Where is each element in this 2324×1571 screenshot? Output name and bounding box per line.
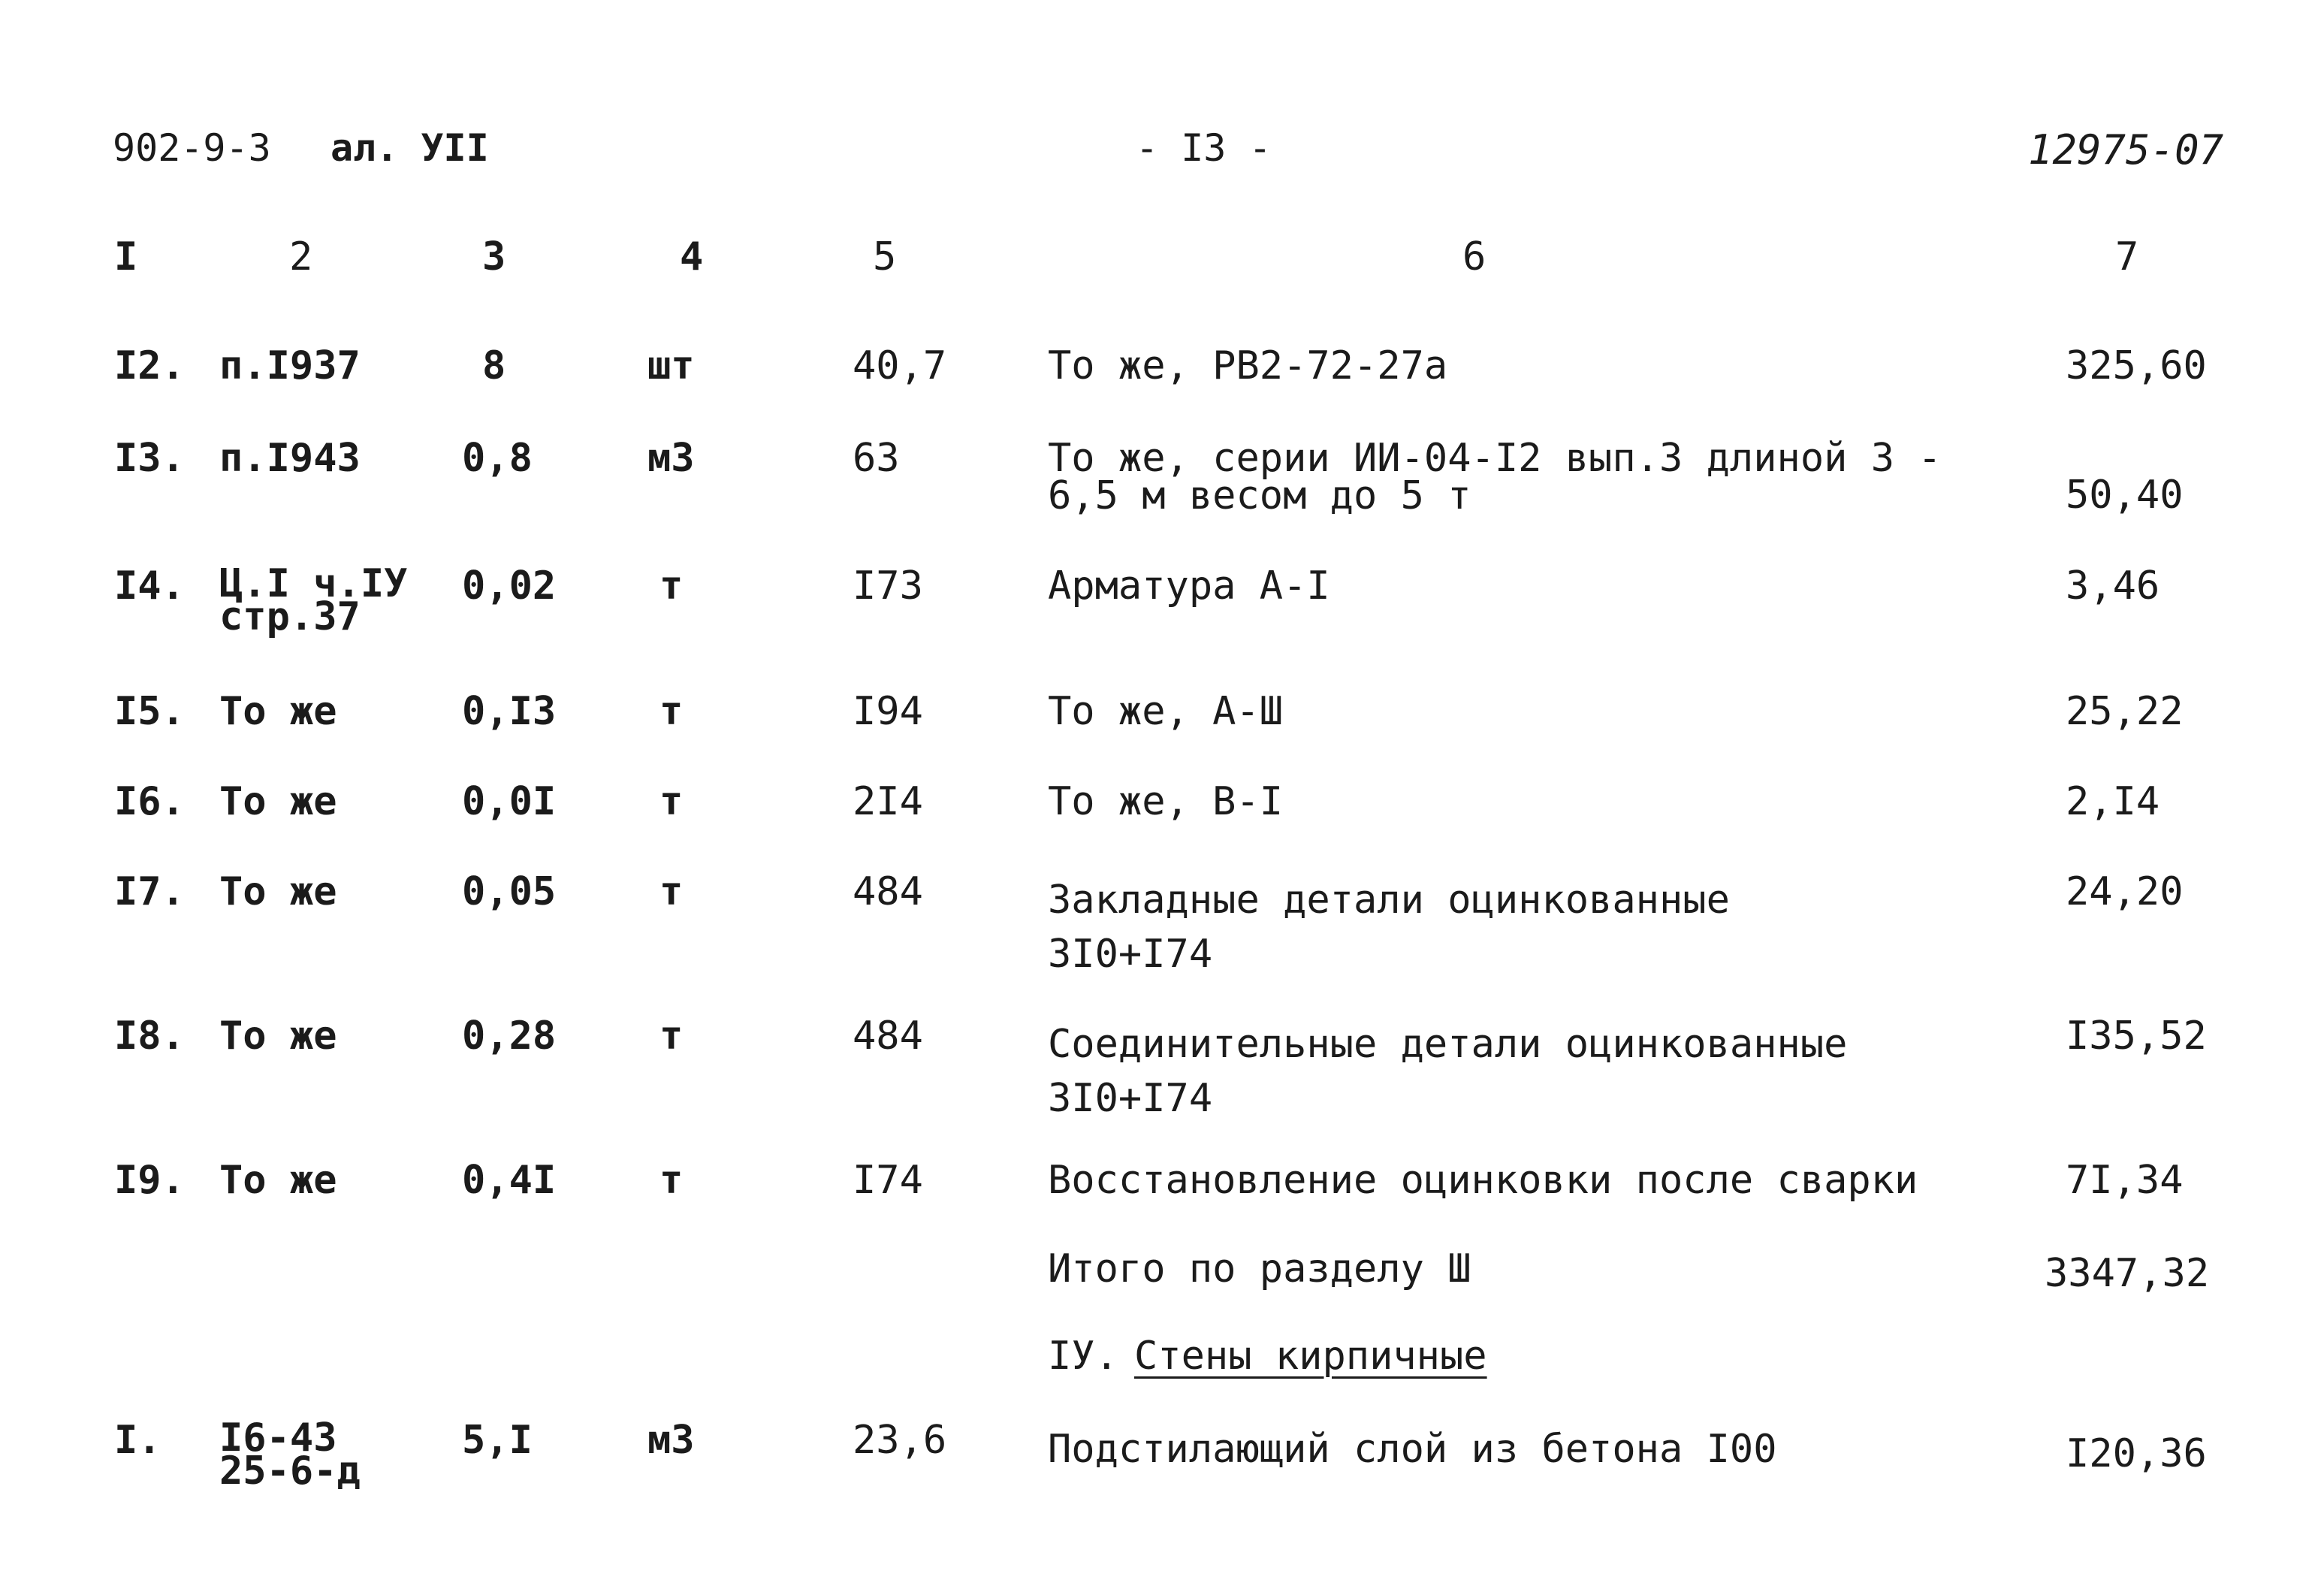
row-unit: т	[659, 1158, 684, 1203]
row-unit: т	[659, 1014, 684, 1059]
row-quantity: 0,I3	[462, 689, 557, 734]
column-number: 7	[2115, 234, 2139, 279]
document-code: 902-9-3	[113, 126, 271, 170]
row-total: 7I,34	[2066, 1158, 2184, 1203]
column-number: I	[114, 234, 138, 279]
row-total: 2,I4	[2066, 779, 2160, 824]
row-description: То же, серии ИИ-04-I2 вып.3 длиной 3 - 6,5 м весом до 5 т	[1048, 436, 1942, 518]
row-quantity: 0,8	[462, 436, 533, 481]
row-description: То же, РВ2-72-27а	[1048, 343, 1448, 388]
row-reference: То же	[219, 1158, 337, 1203]
row-quantity: 0,4I	[462, 1158, 557, 1203]
row-unit-price: 484	[853, 1014, 923, 1059]
column-number: 6	[1462, 234, 1486, 279]
row-number: I.	[114, 1418, 161, 1463]
row-unit: т	[659, 689, 684, 734]
row-number: I6.	[114, 779, 185, 824]
section-title: Стены кирпичные	[1134, 1334, 1487, 1379]
row-number: I2.	[114, 343, 185, 388]
row-total: 50,40	[2066, 473, 2184, 518]
row-unit-price: 23,6	[853, 1418, 947, 1463]
page-number: - I3 -	[1136, 126, 1272, 170]
column-number: 5	[873, 234, 897, 279]
row-description: Восстановление оцинковки после сварки	[1048, 1158, 1918, 1203]
row-number: I7.	[114, 869, 185, 914]
row-total: 25,22	[2066, 689, 2184, 734]
row-unit-price: I73	[853, 563, 923, 609]
row-unit: т	[659, 563, 684, 609]
row-number: I9.	[114, 1158, 185, 1203]
row-quantity: 0,0I	[462, 779, 557, 824]
row-quantity: 0,02	[462, 563, 557, 609]
row-number: I4.	[114, 563, 185, 609]
row-description: То же, А-Ш	[1048, 689, 1284, 734]
row-reference: То же	[219, 779, 337, 824]
row-unit: м3	[647, 1418, 695, 1463]
row-unit: т	[659, 869, 684, 914]
row-reference: п.I943	[219, 436, 361, 481]
row-reference: п.I937	[219, 343, 361, 388]
row-quantity: 0,05	[462, 869, 557, 914]
row-reference: То же	[219, 689, 337, 734]
row-description: Закладные детали оцинкованные 3I0+I74	[1048, 878, 1730, 977]
row-unit-price: 2I4	[853, 779, 923, 824]
row-quantity: 5,I	[462, 1418, 533, 1463]
row-total: I20,36	[2066, 1431, 2207, 1476]
album-number: ал. УII	[330, 126, 489, 170]
column-number: 2	[289, 234, 313, 279]
row-number: I8.	[114, 1014, 185, 1059]
row-reference: То же	[219, 869, 337, 914]
row-unit-price: I74	[853, 1158, 923, 1203]
row-description: Подстилающий слой из бетона I00	[1048, 1427, 1777, 1472]
row-unit: т	[659, 779, 684, 824]
row-description: Соединительные детали оцинкованные 3I0+I74	[1048, 1022, 1848, 1121]
column-number: 4	[680, 234, 704, 279]
row-number: I3.	[114, 436, 185, 481]
row-unit-price: I94	[853, 689, 923, 734]
row-quantity: 8	[482, 343, 506, 388]
row-unit-price: 63	[853, 436, 900, 481]
row-total: 325,60	[2066, 343, 2207, 388]
row-description: Арматура А-I	[1048, 563, 1330, 609]
column-number: 3	[482, 234, 506, 279]
row-reference: То же	[219, 1014, 337, 1059]
row-unit-price: 484	[853, 869, 923, 914]
row-total: I35,52	[2066, 1014, 2207, 1059]
row-unit: м3	[647, 436, 695, 481]
row-description: То же, В-I	[1048, 779, 1284, 824]
section-number: IУ.	[1048, 1334, 1118, 1379]
doc-number-stamp: 12975-07	[2028, 126, 2224, 174]
row-unit-price: 40,7	[853, 343, 947, 388]
section-total-value: 3347,32	[2045, 1251, 2210, 1296]
row-unit: шт	[647, 343, 695, 388]
row-reference: Ц.I ч.IУ стр.37	[219, 561, 408, 639]
row-total: 24,20	[2066, 869, 2184, 914]
row-quantity: 0,28	[462, 1014, 557, 1059]
row-reference: I6-43 25-6-д	[219, 1415, 361, 1494]
row-number: I5.	[114, 689, 185, 734]
row-total: 3,46	[2066, 563, 2160, 609]
section-total-label: Итого по разделу Ш	[1048, 1246, 1471, 1292]
